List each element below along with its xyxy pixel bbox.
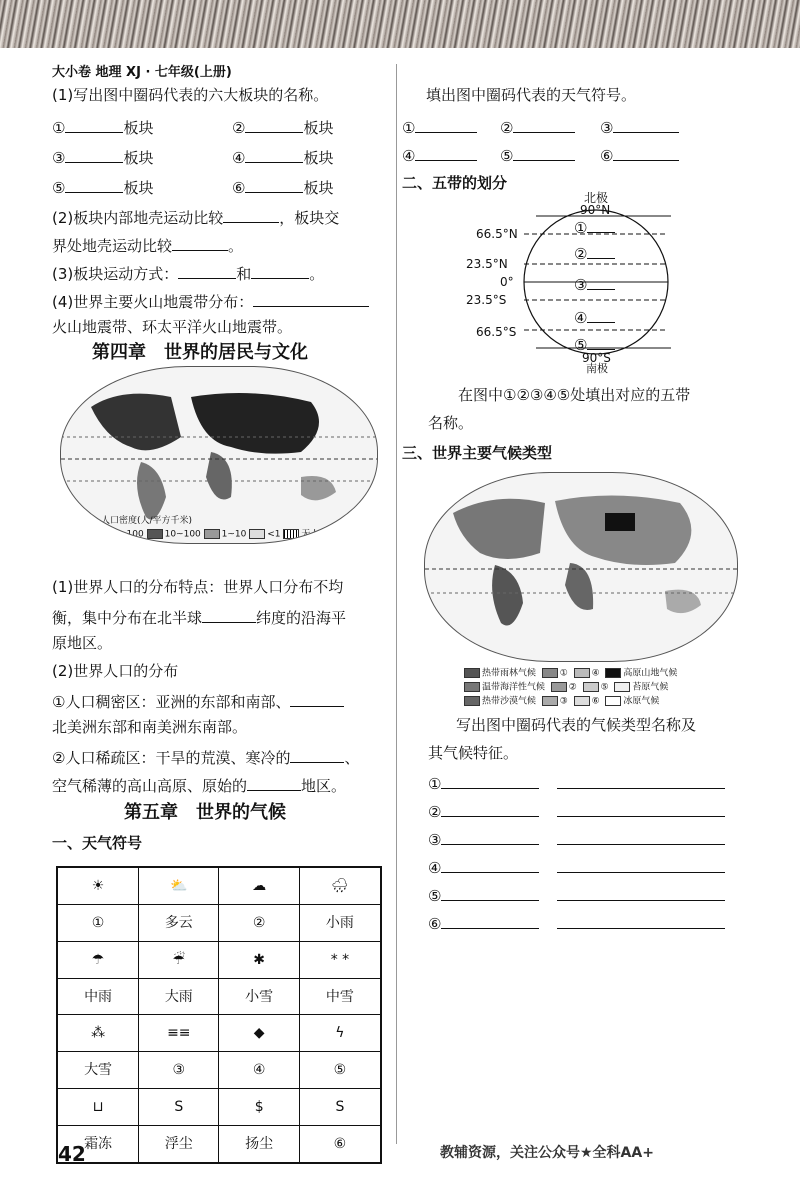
zone-5: ⑤	[574, 335, 615, 353]
plate-4: ④ 板块	[232, 149, 334, 167]
floating-dust-icon: S	[139, 1089, 219, 1126]
cell-label: 中雪	[299, 978, 381, 1015]
workbook-page	[44, 52, 764, 1182]
population-map	[60, 366, 378, 544]
lat-90n-label: 90°N	[580, 203, 611, 217]
north-pole-label: 北极	[584, 191, 609, 205]
cell-label: ①	[57, 904, 139, 941]
population-legend: 人口密度(人/平方千米)	[101, 516, 193, 526]
pop-q1-end: 原地区。	[52, 634, 113, 652]
pop-sparse: ②人口稀疏区：干旱的荒漠、寒冷的 、	[52, 749, 360, 767]
zone-2: ②	[574, 244, 615, 262]
frost-icon: ⊔	[57, 1089, 139, 1126]
cell-label: 小雨	[299, 904, 381, 941]
weather-blank-4: ④	[402, 146, 477, 164]
chapter4-title: 第四章 世界的居民与文化	[92, 342, 308, 363]
climate-row-1: ①	[428, 774, 725, 792]
climate-map-graphic	[425, 473, 737, 661]
plates-q3: (3)板块运动方式： 和 。	[52, 265, 325, 283]
pop-q1-cont: 衡，集中分布在北半球 纬度的沿海平	[52, 609, 347, 627]
sandstorm-icon: S	[299, 1089, 381, 1126]
cell-label: 大雪	[57, 1052, 139, 1089]
climate-row-4: ④	[428, 858, 725, 876]
cell-label: ③	[139, 1052, 219, 1089]
cell-label: 多云	[139, 904, 219, 941]
heavy-rain-icon: ☔	[139, 941, 219, 978]
plates-q2-cont: 界处地壳运动比较 。	[52, 237, 244, 255]
plates-q2: (2)板块内部地壳运动比较 ，板块交	[52, 209, 340, 227]
climate-legend-row1: 热带雨林气候 ① ④ 高原山地气候	[464, 668, 677, 679]
footer-promo: 教辅资源，关注公众号★全科AA+	[440, 1145, 654, 1161]
weather-blank-6: ⑥	[600, 146, 679, 164]
climate-row-6: ⑥	[428, 914, 725, 932]
cell-label: 中雨	[57, 978, 139, 1015]
plate-3: ③ 板块	[52, 149, 154, 167]
south-pole-label: 南极	[586, 362, 608, 375]
plates-q1: (1)写出图中圈码代表的六大板块的名称。	[52, 86, 329, 104]
scanned-top-edge	[0, 0, 800, 48]
fog-icon: ≡≡	[139, 1015, 219, 1052]
plate-5: ⑤ 板块	[52, 179, 154, 197]
cell-label: 大雨	[139, 978, 219, 1015]
cell-label: ④	[219, 1052, 299, 1089]
cell-label: 小雪	[219, 978, 299, 1015]
climate-row-2: ②	[428, 802, 725, 820]
climate-instruction-cont: 其气候特征。	[428, 744, 519, 762]
plates-q4-cont: 火山地震带、环太平洋火山地震带。	[52, 318, 293, 336]
climate-instruction: 写出图中圈码代表的气候类型名称及	[456, 716, 697, 734]
plate-6: ⑥ 板块	[232, 179, 334, 197]
zone-3: ③	[574, 275, 615, 293]
pop-q1: (1)世界人口的分布特点：世界人口分布不均	[52, 578, 344, 596]
thunderstorm-icon: ϟ	[299, 1015, 381, 1052]
pop-sparse-cont: 空气稀薄的高山高原、原始的 地区。	[52, 777, 347, 795]
overcast-icon: ☁	[219, 867, 299, 904]
lat-665s-label: 66.5°S	[476, 325, 517, 339]
zone-1: ①	[574, 218, 615, 236]
climate-section-title: 三、世界主要气候类型	[402, 444, 553, 462]
zones-instruction: 在图中①②③④⑤处填出对应的五带	[458, 386, 691, 404]
lat-0-label: 0°	[500, 275, 514, 289]
hail-icon: ◆	[219, 1015, 299, 1052]
climate-row-3: ③	[428, 830, 725, 848]
page-header: 大小卷 地理 XJ · 七年级(上册)	[52, 65, 232, 80]
weather-blank-3: ③	[600, 118, 679, 136]
plate-2: ② 板块	[232, 119, 334, 137]
sunny-icon: ☀	[57, 867, 139, 904]
cell-label: ⑥	[299, 1126, 381, 1163]
weather-fill-instruction: 填出图中圈码代表的天气符号。	[426, 86, 637, 104]
moderate-rain-icon: ☂	[57, 941, 139, 978]
weather-blank-5: ⑤	[500, 146, 575, 164]
lat-235s-label: 23.5°S	[466, 293, 507, 307]
plate-1: ① 板块	[52, 119, 154, 137]
heavy-snow-icon: ⁂	[57, 1015, 139, 1052]
climate-map	[424, 472, 738, 662]
weather-blank-2: ②	[500, 118, 575, 136]
zone-4: ④	[574, 308, 615, 326]
weather-section-title: 一、天气符号	[52, 834, 143, 852]
moderate-snow-icon: * *	[299, 941, 381, 978]
cell-label: 浮尘	[139, 1126, 219, 1163]
cell-label: ⑤	[299, 1052, 381, 1089]
zones-section-title: 二、五带的划分	[402, 174, 508, 192]
lat-235n-label: 23.5°N	[466, 257, 508, 271]
pop-dense: ①人口稠密区：亚洲的东部和南部、	[52, 692, 344, 710]
light-rain-icon: 🌧	[299, 867, 381, 904]
plates-q4: (4)世界主要火山地震带分布：	[52, 292, 369, 310]
cell-label: 霜冻	[57, 1126, 139, 1163]
column-divider	[396, 64, 397, 1144]
lat-665n-label: 66.5°N	[476, 227, 518, 241]
pop-q2: (2)世界人口的分布	[52, 662, 179, 680]
climate-legend-row3: 热带沙漠气候 ③ ⑥ 冰原气候	[464, 696, 659, 707]
population-legend-items: >100 10~100 1~10 <1 无人定居区	[101, 529, 346, 540]
cell-label: 扬尘	[219, 1126, 299, 1163]
cell-label: ②	[219, 904, 299, 941]
lat-90s-label: 90°S	[582, 351, 611, 365]
pop-dense-cont: 北美洲东部和南美洲东南部。	[52, 718, 248, 736]
light-snow-icon: ✱	[219, 941, 299, 978]
page-number: 42	[58, 1142, 86, 1166]
five-zones-diagram	[466, 191, 708, 375]
blowing-dust-icon: $	[219, 1089, 299, 1126]
zones-instruction-cont: 名称。	[428, 414, 474, 432]
weather-blank-1: ①	[402, 118, 477, 136]
cloudy-icon: ⛅	[139, 867, 219, 904]
climate-row-5: ⑤	[428, 886, 725, 904]
climate-legend-row2: 温带海洋性气候 ② ⑤ 苔原气候	[464, 682, 668, 693]
chapter5-title: 第五章 世界的气候	[124, 802, 286, 823]
weather-symbol-table	[56, 866, 382, 1164]
